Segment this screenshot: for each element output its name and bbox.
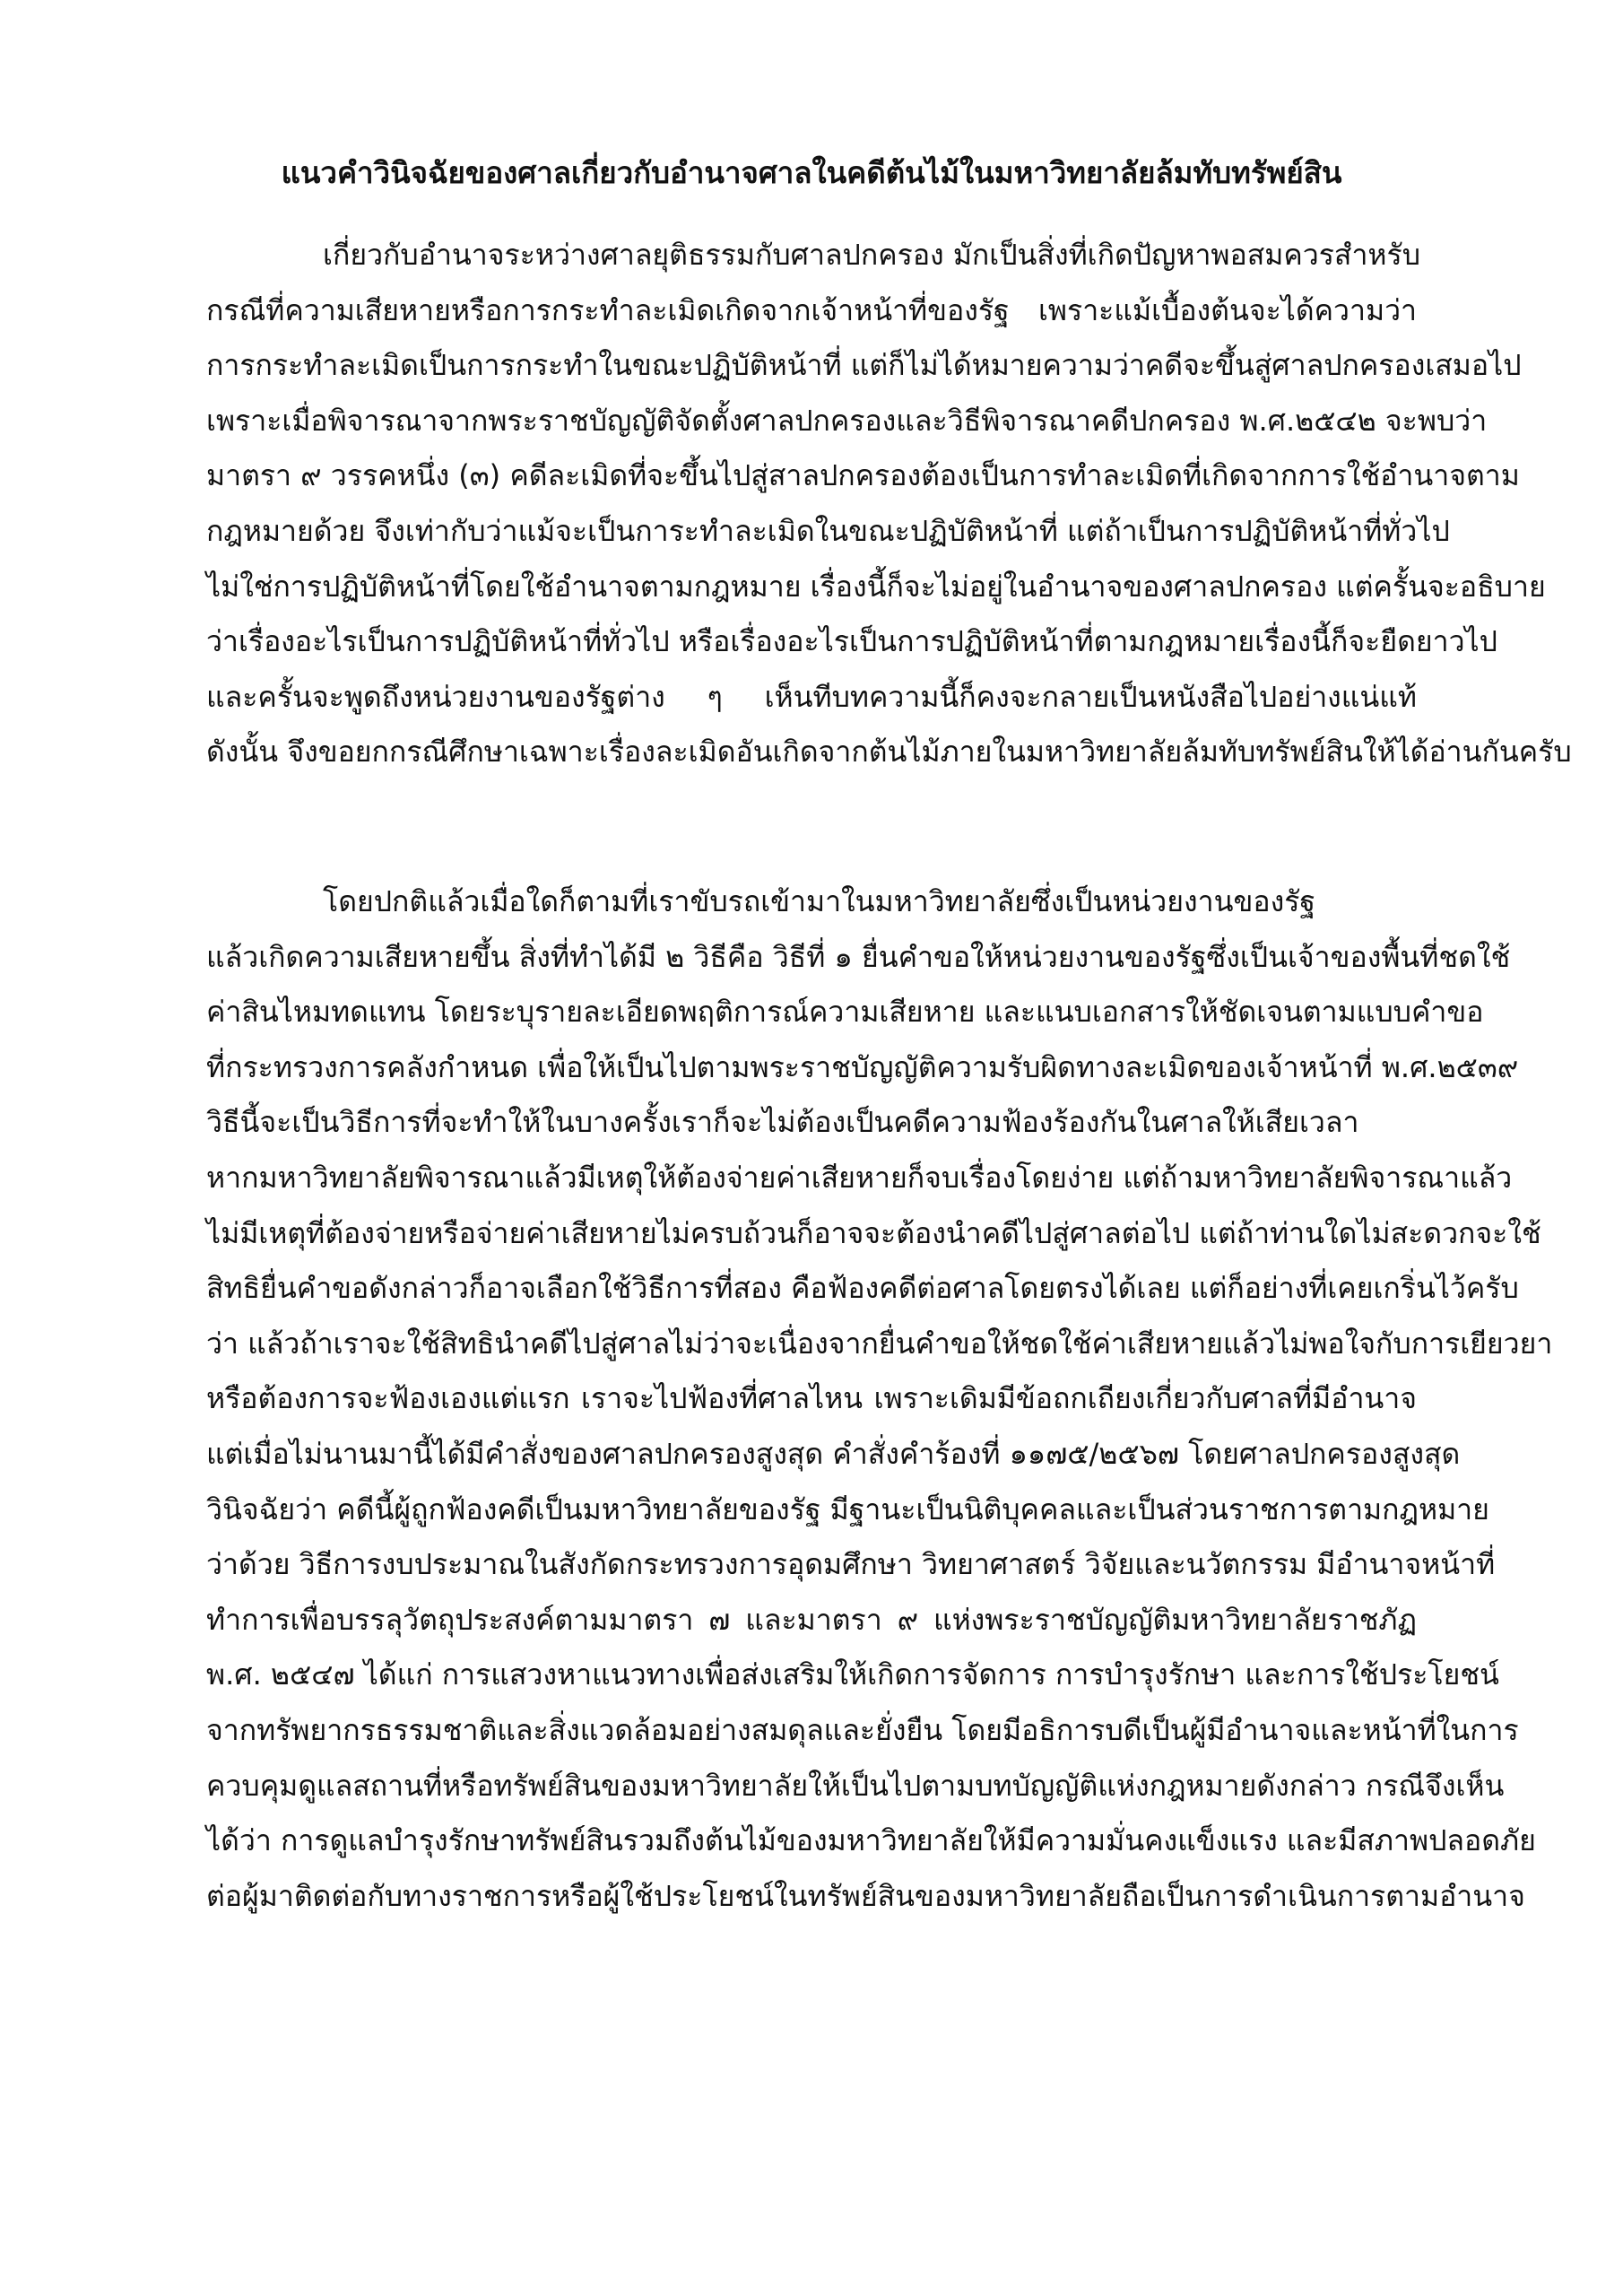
paragraph-line: ว่าด้วย วิธีการงบประมาณในสังกัดกระทรวงการอุดมศึกษา วิทยาศาสตร์ วิจัยและนวัตกรรม มีอำนาจหน้าที่	[206, 1547, 1496, 1582]
paragraph-line: หรือต้องการจะฟ้องเองแต่แรก เราจะไปฟ้องที่ศาลไหน เพราะเดิมมีข้อถกเถียงเกี่ยวกับศาลที่มีอำนาจ	[206, 1381, 1417, 1416]
paragraph-line: ทำการเพื่อบรรลุวัตถุประสงค์ตามมาตรา ๗ และมาตรา ๙ แห่งพระราชบัญญัติมหาวิทยาลัยราชภัฏ	[206, 1602, 1417, 1637]
paragraph-line: แล้วเกิดความเสียหายขึ้น สิ่งที่ทำได้มี ๒ วิธีคือ วิธีที่ ๑ ยื่นคำขอให้หน่วยงานของรัฐซึ่งเป็นเจ้าของพื้นที่ชดใช้	[206, 939, 1511, 974]
paragraph-line: ต่อผู้มาติดต่อกับทางราชการหรือผู้ใช้ประโยชน์ในทรัพย์สินของมหาวิทยาลัยถือเป็นการดำเนินการตามอำนาจ	[206, 1878, 1525, 1913]
paragraph-line: ไม่ใช่การปฏิบัติหน้าที่โดยใช้อำนาจตามกฎหมาย เรื่องนี้ก็จะไม่อยู่ในอำนาจของศาลปกครอง แต่ครั้นจะอธิบาย	[206, 569, 1546, 604]
paragraph-line: เกี่ยวกับอำนาจระหว่างศาลยุติธรรมกับศาลปกครอง มักเป็นสิ่งที่เกิดปัญหาพอสมควรสำหรับ	[323, 238, 1420, 272]
paragraph-line: กรณีที่ความเสียหายหรือการกระทำละเมิดเกิดจากเจ้าหน้าที่ของรัฐ เพราะแม้เบื้องต้นจะได้ความว่า	[206, 292, 1417, 327]
paragraph-line: วิธีนี้จะเป็นวิธีการที่จะทำให้ในบางครั้งเราก็จะไม่ต้องเป็นคดีความฟ้องร้องกันในศาลให้เสียเวลา	[206, 1105, 1359, 1140]
paragraph-line: ว่า แล้วถ้าเราจะใช้สิทธินำคดีไปสู่ศาลไม่ว่าจะเนื่องจากยื่นคำขอให้ชดใช้ค่าเสียหายแล้วไม่พอใจกับการเยียวยา	[206, 1326, 1553, 1361]
paragraph-line: สิทธิยื่นคำขอดังกล่าวก็อาจเลือกใช้วิธีการที่สอง คือฟ้องคดีต่อศาลโดยตรงได้เลย แต่ก็อย่างที่เคยเกริ่นไว้ครับ	[206, 1271, 1519, 1306]
paragraph-line: กฎหมายด้วย จึงเท่ากับว่าแม้จะเป็นการะทำละเมิดในขณะปฏิบัติหน้าที่ แต่ถ้าเป็นการปฏิบัติหน้าที่ทั่วไป	[206, 513, 1450, 548]
paragraph-1	[206, 228, 1572, 780]
paragraph-line: ค่าสินไหมทดแทน โดยระบุรายละเอียดพฤติการณ์ความเสียหาย และแนบเอกสารให้ชัดเจนตามแบบคำขอ	[206, 995, 1484, 1030]
paragraph-line: เพราะเมื่อพิจารณาจากพระราชบัญญัติจัดตั้งศาลปกครองและวิธีพิจารณาคดีปกครอง พ.ศ.๒๕๔๒ จะพบว่า	[206, 403, 1488, 438]
paragraph-line: ได้ว่า การดูแลบำรุงรักษาทรัพย์สินรวมถึงต้นไม้ของมหาวิทยาลัยให้มีความมั่นคงแข็งแรง และมีสภาพปลอดภัย	[206, 1823, 1536, 1858]
document-title: แนวคำวินิจฉัยของศาลเกี่ยวกับอำนาจศาลในคดีต้นไม้ในมหาวิทยาลัยล้มทับทรัพย์สิน	[281, 155, 1342, 190]
paragraph-line: จากทรัพยากรธรรมชาติและสิ่งแวดล้อมอย่างสมดุลและยั่งยืน โดยมีอธิการบดีเป็นผู้มีอำนาจและหน้าที่ในการ	[206, 1712, 1519, 1747]
paragraph-line: ไม่มีเหตุที่ต้องจ่ายหรือจ่ายค่าเสียหายไม่ครบถ้วนก็อาจจะต้องนำคดีไปสู่ศาลต่อไป แต่ถ้าท่านใดไม่สะดวกจะใช้	[206, 1215, 1541, 1250]
paragraph-line: ว่าเรื่องอะไรเป็นการปฏิบัติหน้าที่ทั่วไป หรือเรื่องอะไรเป็นการปฏิบัติหน้าที่ตามกฎหมายเรื่องนี้ก็จะยืดยาวไป	[206, 624, 1497, 659]
paragraph-line: หากมหาวิทยาลัยพิจารณาแล้วมีเหตุให้ต้องจ่ายค่าเสียหายก็จบเรื่องโดยง่าย แต่ถ้ามหาวิทยาลัยพิจารณาแล้ว	[206, 1160, 1513, 1195]
paragraph-line: มาตรา ๙ วรรคหนึ่ง (๓) คดีละเมิดที่จะขึ้นไปสู่สาลปกครองต้องเป็นการทำละเมิดที่เกิดจากการใช้อำนาจตาม	[206, 458, 1520, 493]
paragraph-line: วินิจฉัยว่า คดีนี้ผู้ถูกฟ้องคดีเป็นมหาวิทยาลัยของรัฐ มีฐานะเป็นนิติบุคคลและเป็นส่วนราชการตามกฎหมาย	[206, 1492, 1489, 1526]
paragraph-line: ดังนั้น จึงขอยกกรณีศึกษาเฉพาะเรื่องละเมิดอันเกิดจากต้นไม้ภายในมหาวิทยาลัยล้มทับทรัพย์สินให้ได้อ่านกันครับ	[206, 735, 1572, 770]
paragraph-line: การกระทำละเมิดเป็นการกระทำในขณะปฏิบัติหน้าที่ แต่ก็ไม่ได้หมายความว่าคดีจะขึ้นสู่ศาลปกครองเสมอไป	[206, 348, 1522, 383]
paragraph-line: ที่กระทรวงการคลังกำหนด เพื่อให้เป็นไปตามพระราชบัญญัติความรับผิดทางละเมิดของเจ้าหน้าที่ พ.ศ.๒๕๓๙	[206, 1049, 1519, 1084]
paragraph-line: ควบคุมดูแลสถานที่หรือทรัพย์สินของมหาวิทยาลัยให้เป็นไปตามบทบัญญัติแห่งกฎหมายดังกล่าว กรณีจึงเห็น	[206, 1768, 1505, 1803]
paragraph-line: แต่เมื่อไม่นานมานี้ได้มีคำสั่งของศาลปกครองสูงสุด คำสั่งคำร้องที่ ๑๑๗๕/๒๕๖๗ โดยศาลปกครองสูงสุด	[206, 1436, 1461, 1471]
paragraph-line: และครั้นจะพูดถึงหน่วยงานของรัฐต่าง ๆ เห็นทีบทความนี้ก็คงจะกลายเป็นหนังสือไปอย่างแน่แท้	[206, 679, 1417, 714]
paragraph-2	[206, 874, 1553, 1924]
paragraph-line: พ.ศ. ๒๕๔๗ ได้แก่ การแสวงหาแนวทางเพื่อส่งเสริมให้เกิดการจัดการ การบำรุงรักษา และการใช้ประโยชน์	[206, 1657, 1499, 1692]
paragraph-line: โดยปกติแล้วเมื่อใดก็ตามที่เราขับรถเข้ามาในมหาวิทยาลัยซึ่งเป็นหน่วยงานของรัฐ	[323, 884, 1316, 918]
